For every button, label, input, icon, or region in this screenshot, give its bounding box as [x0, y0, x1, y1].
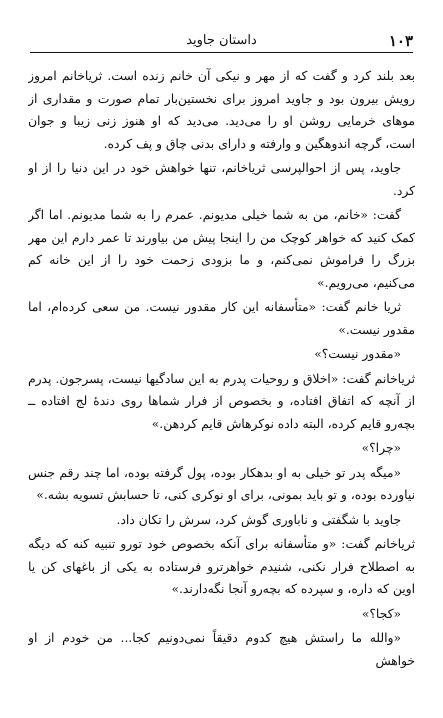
- paragraph: ثریاخانم گفت: «اخلاق و روحیات پدرم به این سادگیها نیست، پسرجون. پدرم از آنچه که اتفاق افتاده، و بخصوص از فرار شماها روی دندهٔ لج افتاده ــ بچه‌رو قایم کرده، البته داده نوکرهاش قایم کردهن.»: [28, 371, 415, 431]
- paragraph: بعد بلند کرد و گفت که از مهر و نیکی آن خانم زنده است. ثریاخانم امروز رویش بیرون بود و جاوید امروز برای نخستین‌بار تمام صورت و مقداری از موهای خرمایی روشن او را می‌دید. می‌دید که او هنوز زنی زیبا و جوان است، گرچه اندوهگین و وارفته و دارای بدنی چاق و پف کرده.: [28, 69, 415, 151]
- paragraph: جاوید با شگفتی و ناباوری گوش کرد، سرش را تکان داد.: [116, 512, 401, 527]
- paragraph: گفت: «خانم، من به شما خیلی مدیونم. عمرم را به شما مدیونم. اما اگر کمک کنید که خواهر کوچک من را اینجا پیش من بیاورند تا عمر دارم این مهر بزرگ را فراموش نمی‌کنم، و ما بزودی زحمت خود را از این خانه کم می‌کنیم، می‌رویم.»: [28, 208, 415, 290]
- paragraph: ثریاخانم گفت: «و متأسفانه برای آنکه بخصوص خود تورو تنبیه کنه که دیگه به اصطلاح فرار نکنی، شنیدم خواهرترو فرستاده به یکی از باغهای کن یا اوین که داره، و سپرده که بچه‌رو آنجا نگه‌دارند.»: [28, 537, 415, 596]
- paragraph: «کجا؟»: [361, 606, 401, 621]
- page-number: ۱۰۳: [388, 32, 413, 50]
- paragraph: «میگه پدر تو خیلی به او بدهکار بوده، پول گرفته بوده، اما چند رقم جنس نیاورده بوده، و تو باید بمونی، برای او نوکری کنی، تا حسابش تسویه بشه.»: [28, 465, 415, 502]
- running-title: داستان جاوید: [186, 33, 257, 48]
- body-text: [28, 65, 415, 710]
- paragraph: «مقدور نیست؟»: [314, 347, 401, 361]
- paragraph: ثریا خانم گفت: «متأسفانه این کار مقدور نیست. من سعی کرده‌ام، اما مقدور نیست.»: [28, 300, 415, 337]
- paragraph: «والله ما راستش هیچ کدوم دقیقاً نمی‌دونیم کجا... من خودم از او خواهش: [28, 631, 415, 668]
- paragraph: جاوید، پس از احوالپرسی ثریاخانم، تنها خواهش خود در این دنیا را از او کرد.: [28, 161, 415, 198]
- paragraph: «چرا؟»: [361, 441, 401, 455]
- page-header: [30, 30, 413, 53]
